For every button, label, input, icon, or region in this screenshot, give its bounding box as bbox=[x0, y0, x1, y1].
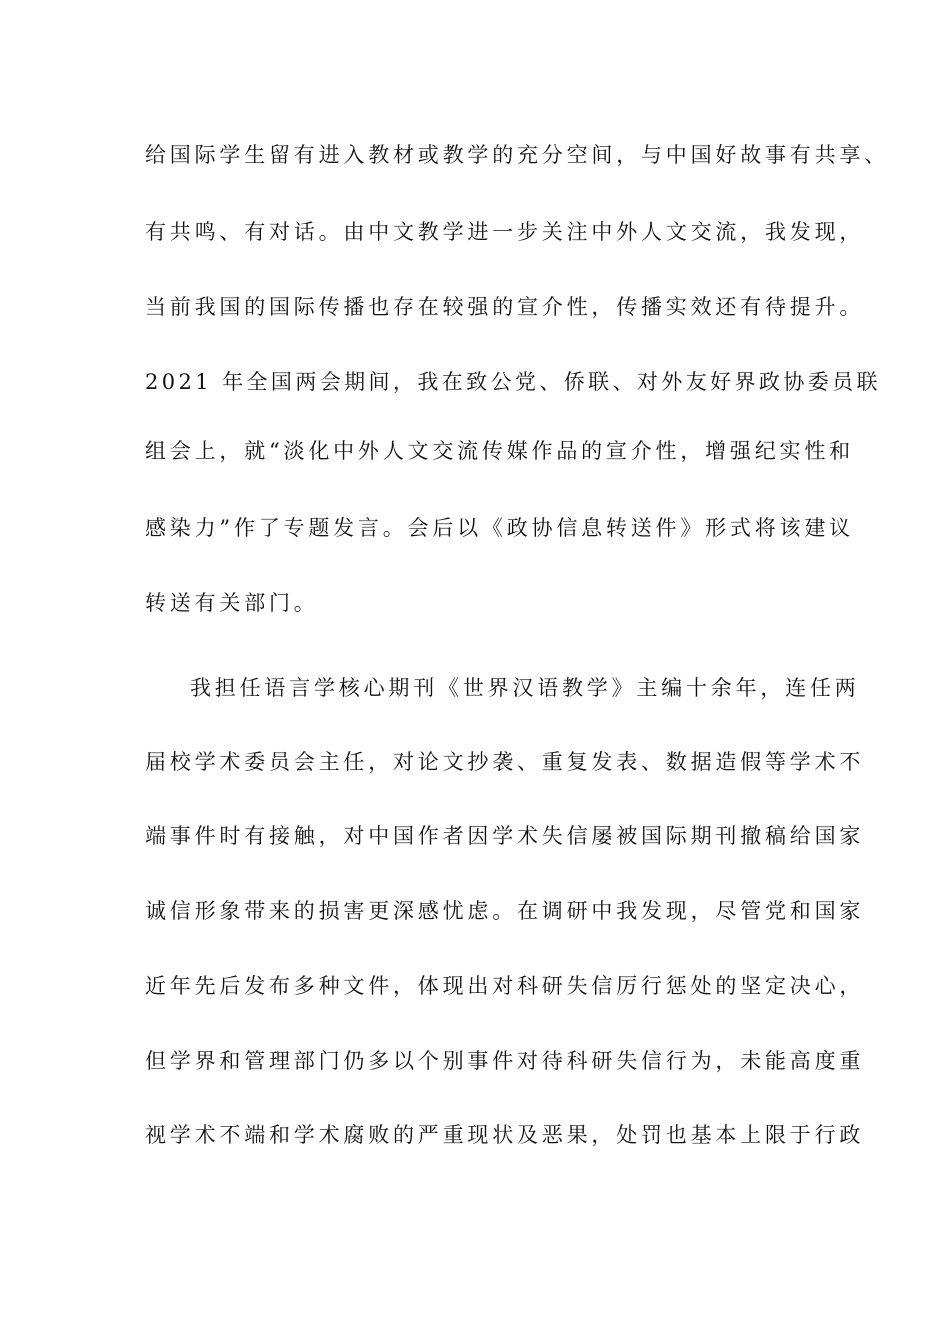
text-line: 但学界和管理部门仍多以个别事件对待科研失信行为，未能高度重 bbox=[145, 1049, 865, 1073]
text-line: 转送有关部门。 bbox=[145, 591, 319, 615]
paragraph-first-line: 我担任语言学核心期刊《世界汉语教学》主编十余年，连任两 bbox=[190, 676, 860, 700]
text-line: 组会上，就“淡化中外人文交流传媒作品的宣介性，增强纪实性和 bbox=[145, 439, 854, 463]
text-line: 诚信形象带来的损害更深感忧虑。在调研中我发现，尽管党和国家 bbox=[145, 899, 865, 923]
text-line: 视学术不端和学术腐败的严重现状及恶果，处罚也基本上限于行政 bbox=[145, 1123, 865, 1147]
text-line: 端事件时有接触，对中国作者因学术失信屡被国际期刊撤稿给国家 bbox=[145, 824, 865, 848]
text-line: 近年先后发布多种文件，体现出对科研失信厉行惩处的坚定决心， bbox=[145, 974, 865, 998]
text-line: 感染力”作了专题发言。会后以《政协信息转送件》形式将该建议 bbox=[145, 516, 854, 540]
text-line: 2021 年全国两会期间，我在致公党、侨联、对外友好界政协委员联 bbox=[145, 370, 881, 394]
text-line: 给国际学生留有进入教材或教学的充分空间，与中国好故事有共享、 bbox=[145, 143, 889, 167]
text-line: 届校学术委员会主任，对论文抄袭、重复发表、数据造假等学术不 bbox=[145, 750, 865, 774]
text-line: 有共鸣、有对话。由中文教学进一步关注中外人文交流，我发现， bbox=[145, 220, 865, 244]
text-line: 当前我国的国际传播也存在较强的宣介性，传播实效还有待提升。 bbox=[145, 295, 865, 319]
